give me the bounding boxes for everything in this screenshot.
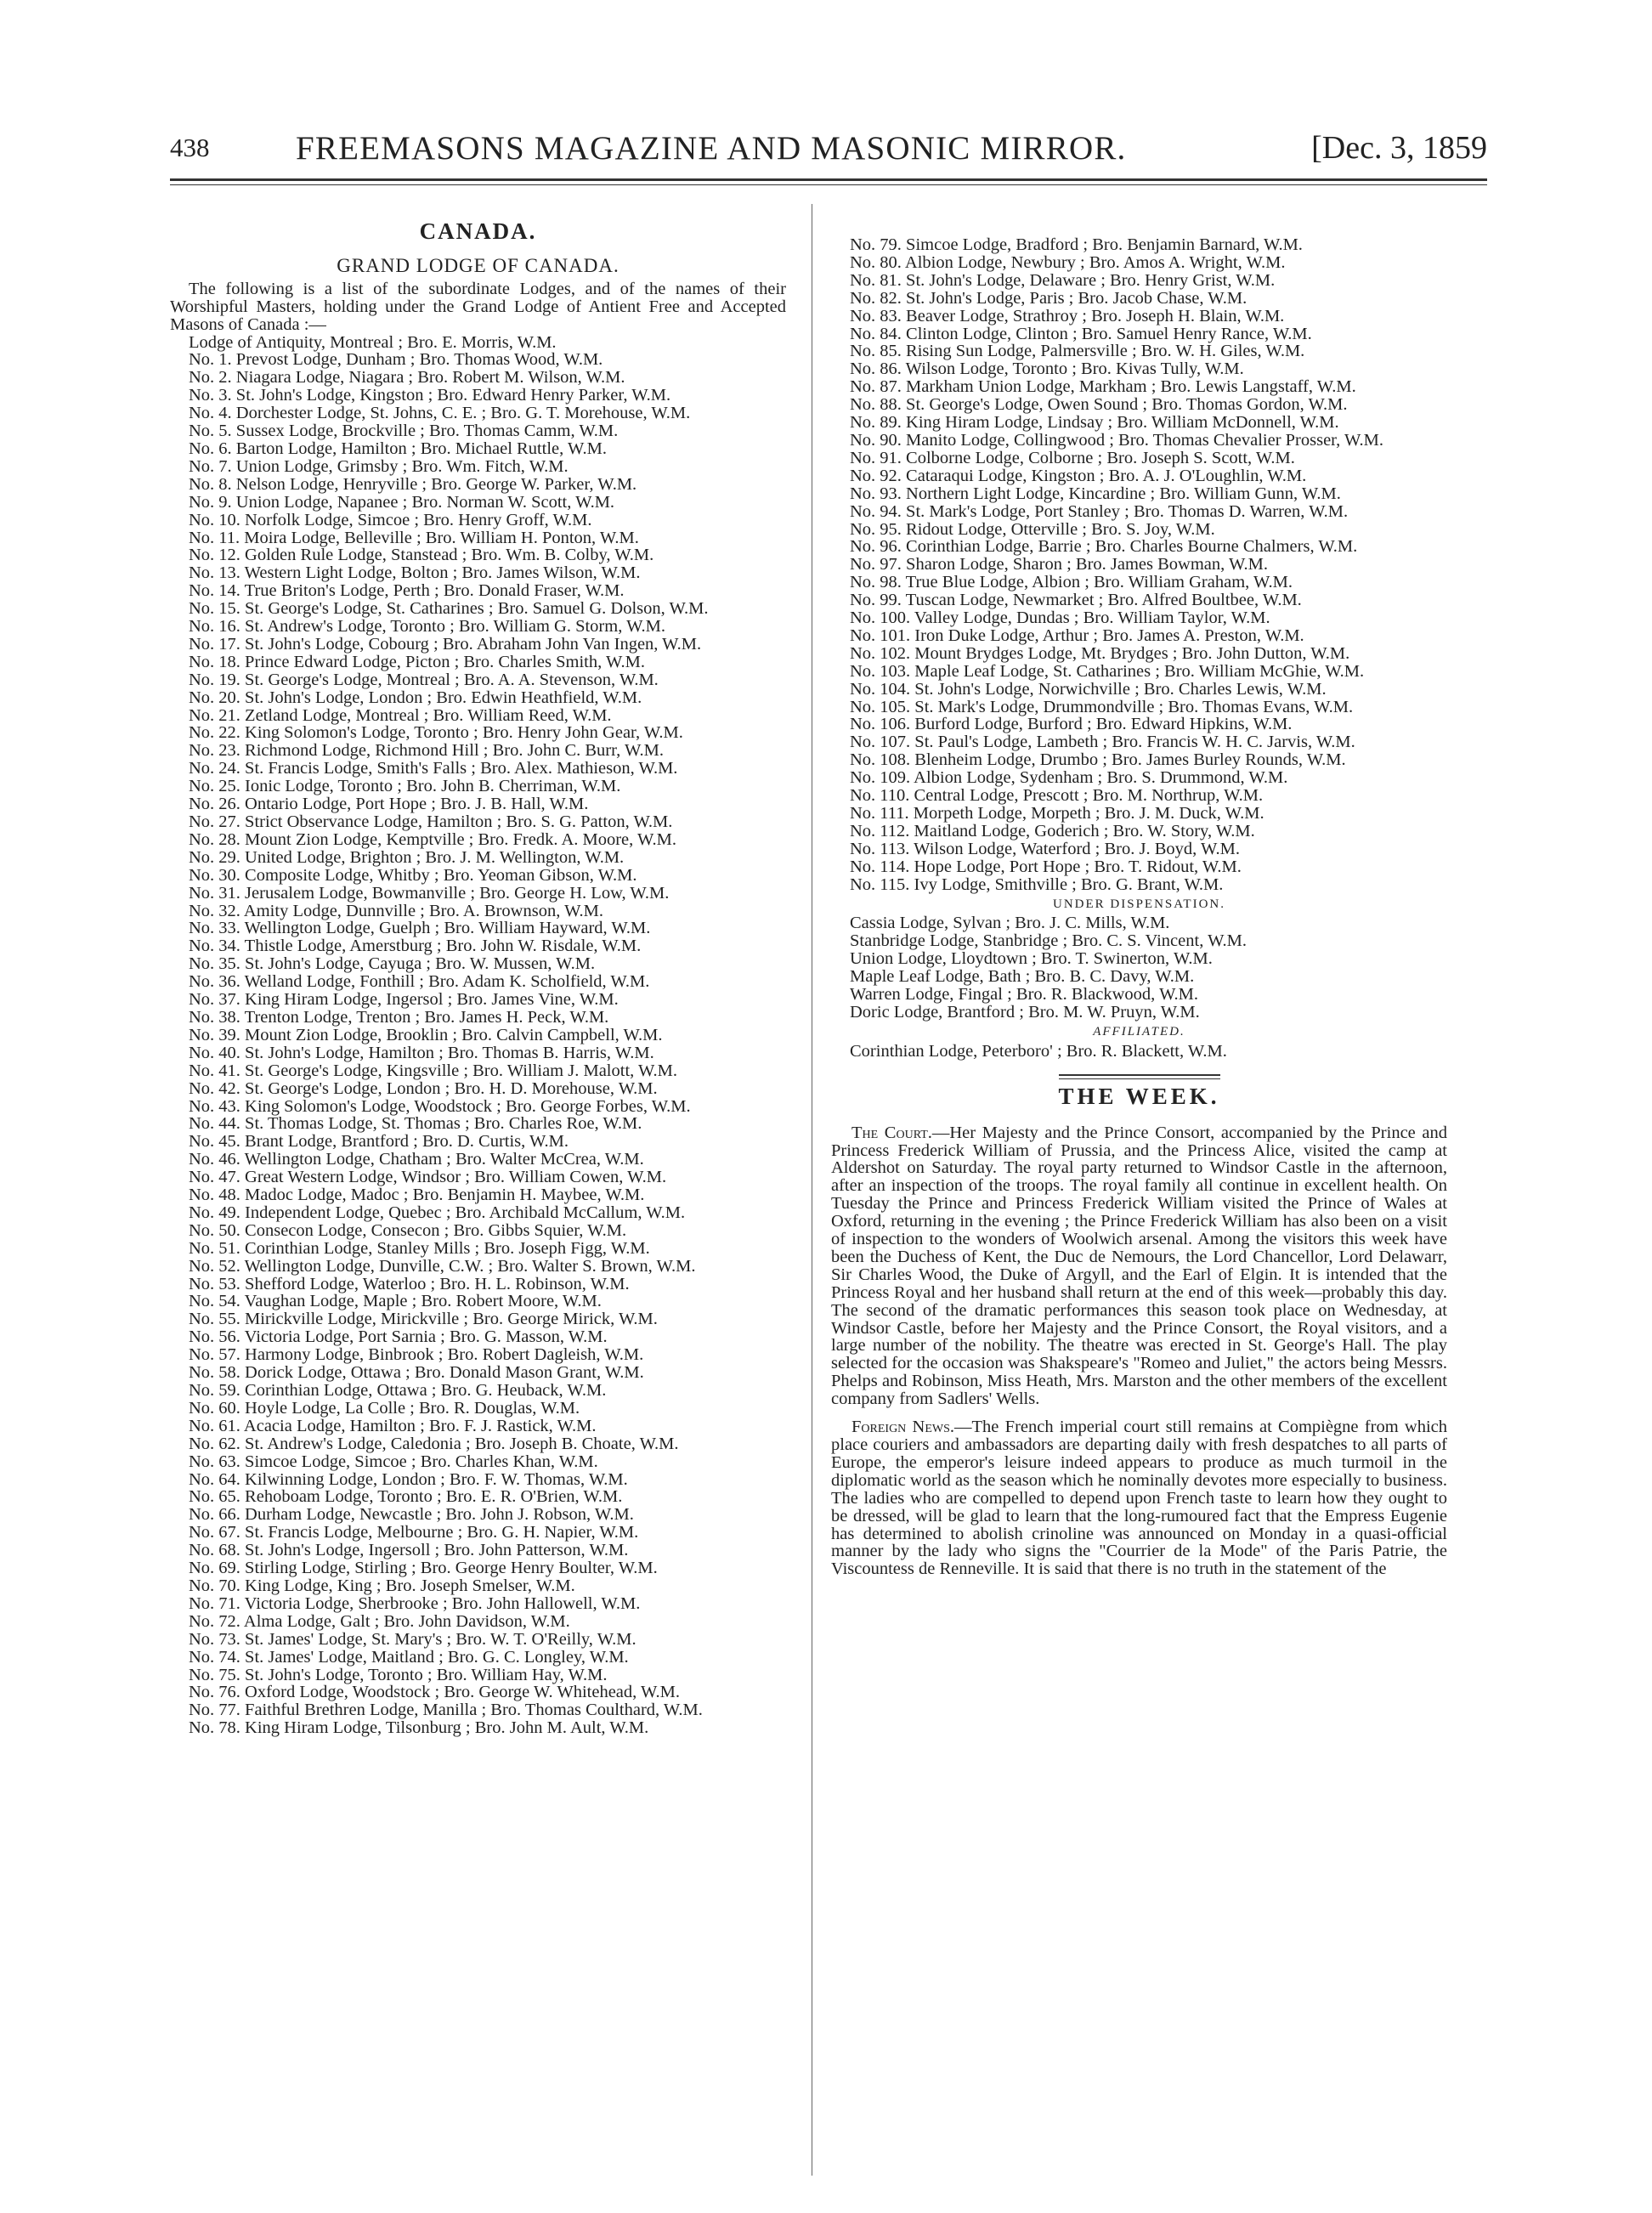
lodge-entry: Doric Lodge, Brantford ; Bro. M. W. Pruyn, W.M.	[850, 1002, 1200, 1022]
lodge-entry: No. 88. St. George's Lodge, Owen Sound ; Bro. Thomas Gordon, W.M.	[850, 395, 1348, 415]
page-number: 438	[170, 133, 210, 162]
lodge-entry: No. 69. Stirling Lodge, Stirling ; Bro. George Henry Boulter, W.M.	[189, 1559, 658, 1578]
lodge-entry: No. 40. St. John's Lodge, Hamilton ; Bro. Thomas B. Harris, W.M.	[189, 1043, 654, 1062]
lodge-entry: No. 99. Tuscan Lodge, Newmarket ; Bro. Alfred Boultbee, W.M.	[850, 591, 1302, 610]
court-lead: The Court.	[851, 1123, 932, 1142]
lodge-entry: No. 8. Nelson Lodge, Henryville ; Bro. George W. Parker, W.M.	[189, 474, 637, 494]
lodge-entry: No. 90. Manito Lodge, Collingwood ; Bro. Thomas Chevalier Prosser, W.M.	[850, 430, 1384, 450]
lodge-entry: No. 51. Corinthian Lodge, Stanley Mills ; Bro. Joseph Figg, W.M.	[189, 1238, 650, 1258]
affiliated-heading: AFFILIATED.	[1093, 1024, 1185, 1039]
lodge-entry: No. 17. St. John's Lodge, Cobourg ; Bro. Abraham John Van Ingen, W.M.	[189, 634, 702, 654]
lodge-entry: No. 19. St. George's Lodge, Montreal ; Bro. A. A. Stevenson, W.M.	[189, 670, 659, 689]
lodge-entry: No. 49. Independent Lodge, Quebec ; Bro. Archibald McCallum, W.M.	[189, 1203, 686, 1222]
lodge-entry: No. 47. Great Western Lodge, Windsor ; Bro. William Cowen, W.M.	[189, 1168, 667, 1187]
lodge-entry: No. 42. St. George's Lodge, London ; Bro. H. D. Morehouse, W.M.	[189, 1078, 658, 1098]
lodge-entry: No. 13. Western Light Lodge, Bolton ; Bro. James Wilson, W.M.	[189, 563, 641, 583]
left-column	[170, 209, 786, 1737]
court-paragraph	[831, 1124, 1447, 1409]
lodge-entry: No. 83. Beaver Lodge, Strathroy ; Bro. Joseph H. Blain, W.M.	[850, 306, 1285, 325]
lodge-entry: No. 55. Mirickville Lodge, Mirickville ; Bro. George Mirick, W.M.	[189, 1310, 658, 1329]
lodge-entry: Lodge of Antiquity, Montreal ; Bro. E. Morris, W.M.	[189, 332, 557, 352]
foreign-news-paragraph	[831, 1418, 1447, 1578]
lodge-entry: No. 20. St. John's Lodge, London ; Bro. Edwin Heathfield, W.M.	[189, 688, 642, 707]
right-column	[831, 236, 1447, 1588]
header-rule	[170, 178, 1487, 181]
lodge-entry: No. 104. St. John's Lodge, Norwichville ; Bro. Charles Lewis, W.M.	[850, 679, 1327, 699]
lodge-entry: No. 37. King Hiram Lodge, Ingersol ; Bro. James Vine, W.M.	[189, 990, 619, 1010]
lodge-entry: No. 66. Durham Lodge, Newcastle ; Bro. John J. Robson, W.M.	[189, 1505, 634, 1525]
page-header	[170, 129, 1487, 180]
section-rule	[1059, 1074, 1220, 1079]
lodge-entry: No. 72. Alma Lodge, Galt ; Bro. John Davidson, W.M.	[189, 1611, 570, 1631]
lodge-entry: No. 113. Wilson Lodge, Waterford ; Bro. J. Boyd, W.M.	[850, 839, 1240, 858]
court-text: —Her Majesty and the Prince Consort, accompanied by the Prince and Princess Frederick William of Prussia, and the Princess Alice, visited the camp at Aldershot on Saturday. The royal party returned to Windsor Castle in the afternoon, after an inspection of the troops. The royal family all continue in excellent health. On Tuesday the Prince and Princess Frederick William visited the Prince of Wales at Oxford, returning in the evening ; the Prince Frederick William has also been on a visit of inspection to the wonders of Woolwich arsenal. Among the visitors this week have been the Duchess of Kent, the Duc de Nemours, the Lord Chancellor, Lord Delawarr, Sir Charles Wood, the Duke of Argyll, and the Earl of Elgin. It is intended that the Princess Royal and her husband shall return at the end of this week—probably this day. The second of the dramatic performances this season took place on Wednesday, at Windsor Castle, before her Majesty and the Prince Consort, the Royal visitors, and a large number of the nobility. The theatre was erected in St. George's Hall. The play selected for the occasion was Shakspeare's "Romeo and Juliet," the actors being Messrs. Phelps and Robinson, Miss Heath, Mrs. Marston and the other members of the excellent company from Sadlers' Wells.	[831, 1123, 1447, 1409]
subsection-title: GRAND LODGE OF CANADA.	[337, 254, 620, 276]
lodge-entry: No. 23. Richmond Lodge, Richmond Hill ; Bro. John C. Burr, W.M.	[189, 741, 664, 761]
lodge-entry: No. 57. Harmony Lodge, Binbrook ; Bro. Robert Dagleish, W.M.	[189, 1345, 644, 1365]
lodge-entry: Warren Lodge, Fingal ; Bro. R. Blackwood, W.M.	[850, 985, 1199, 1005]
lodge-entry: No. 100. Valley Lodge, Dundas ; Bro. William Taylor, W.M.	[850, 608, 1270, 628]
lodge-entry: No. 110. Central Lodge, Prescott ; Bro. M. Northrup, W.M.	[850, 786, 1264, 806]
dispensation-heading: UNDER DISPENSATION.	[1052, 897, 1225, 911]
lodge-entry: No. 68. St. John's Lodge, Ingersoll ; Bro. John Patterson, W.M.	[189, 1541, 629, 1560]
header-rule-thin	[170, 184, 1487, 185]
lodge-entry: No. 25. Ionic Lodge, Toronto ; Bro. John B. Cherriman, W.M.	[189, 777, 621, 796]
lodge-entry: No. 82. St. John's Lodge, Paris ; Bro. Jacob Chase, W.M.	[850, 288, 1247, 308]
lodge-entry: No. 107. St. Paul's Lodge, Lambeth ; Bro. Francis W. H. C. Jarvis, W.M.	[850, 733, 1355, 752]
lodge-entry: No. 86. Wilson Lodge, Toronto ; Bro. Kivas Tully, W.M.	[850, 359, 1244, 379]
lodge-entry: No. 115. Ivy Lodge, Smithville ; Bro. G. Brant, W.M.	[850, 874, 1224, 894]
lodge-entry: No. 105. St. Mark's Lodge, Drummondville ; Bro. Thomas Evans, W.M.	[850, 697, 1354, 716]
lodge-entry: No. 38. Trenton Lodge, Trenton ; Bro. James H. Peck, W.M.	[189, 1007, 609, 1027]
lodge-list-right	[831, 236, 1447, 894]
lodge-list-left	[170, 334, 786, 1738]
lodge-entry: No. 6. Barton Lodge, Hamilton ; Bro. Michael Ruttle, W.M.	[189, 439, 607, 458]
lodge-entry: No. 10. Norfolk Lodge, Simcoe ; Bro. Henry Groff, W.M.	[189, 510, 592, 529]
lodge-entry: No. 14. True Briton's Lodge, Perth ; Bro. Donald Fraser, W.M.	[189, 581, 625, 601]
lodge-entry: No. 80. Albion Lodge, Newbury ; Bro. Amos A. Wright, W.M.	[850, 252, 1286, 272]
lodge-entry: No. 87. Markham Union Lodge, Markham ; Bro. Lewis Langstaff, W.M.	[850, 377, 1356, 397]
lodge-entry: No. 58. Dorick Lodge, Ottawa ; Bro. Donald Mason Grant, W.M.	[189, 1363, 644, 1383]
lodge-entry: No. 81. St. John's Lodge, Delaware ; Bro. Henry Grist, W.M.	[850, 270, 1276, 290]
lodge-entry: No. 15. St. George's Lodge, St. Catharines ; Bro. Samuel G. Dolson, W.M.	[189, 599, 709, 619]
week-title: THE WEEK.	[1058, 1083, 1220, 1109]
lodge-entry: No. 98. True Blue Lodge, Albion ; Bro. William Graham, W.M.	[850, 573, 1293, 592]
lodge-entry: No. 112. Maitland Lodge, Goderich ; Bro. W. Story, W.M.	[850, 821, 1255, 840]
lodge-entry: No. 79. Simcoe Lodge, Bradford ; Bro. Benjamin Barnard, W.M.	[850, 235, 1303, 254]
lodge-entry: No. 34. Thistle Lodge, Amerstburg ; Bro. John W. Risdale, W.M.	[189, 937, 642, 956]
lodge-entry: No. 7. Union Lodge, Grimsby ; Bro. Wm. Fitch, W.M.	[189, 456, 569, 476]
lodge-entry: No. 11. Moira Lodge, Belleville ; Bro. William H. Ponton, W.M.	[189, 528, 639, 547]
lodge-entry: No. 114. Hope Lodge, Port Hope ; Bro. T. Ridout, W.M.	[850, 857, 1242, 876]
lodge-entry: No. 63. Simcoe Lodge, Simcoe ; Bro. Charles Khan, W.M.	[189, 1452, 598, 1471]
lodge-entry: No. 109. Albion Lodge, Sydenham ; Bro. S. Drummond, W.M.	[850, 768, 1288, 788]
lodge-entry: No. 27. Strict Observance Lodge, Hamilton ; Bro. S. G. Patton, W.M.	[189, 812, 673, 831]
masthead-title: FREEMASONS MAGAZINE AND MASONIC MIRROR.	[296, 130, 1127, 167]
lodge-entry: No. 44. St. Thomas Lodge, St. Thomas ; Bro. Charles Roe, W.M.	[189, 1114, 642, 1134]
lodge-entry: Maple Leaf Lodge, Bath ; Bro. B. C. Davy, W.M.	[850, 967, 1195, 987]
lodge-entry: No. 24. St. Francis Lodge, Smith's Falls ; Bro. Alex. Mathieson, W.M.	[189, 759, 678, 778]
lodge-entry: No. 54. Vaughan Lodge, Maple ; Bro. Robert Moore, W.M.	[189, 1292, 602, 1311]
lodge-entry: No. 52. Wellington Lodge, Dunville, C.W. ; Bro. Walter S. Brown, W.M.	[189, 1256, 696, 1276]
lodge-entry: No. 9. Union Lodge, Napanee ; Bro. Norman W. Scott, W.M.	[189, 492, 615, 512]
lodge-entry: No. 12. Golden Rule Lodge, Stanstead ; Bro. Wm. B. Colby, W.M.	[189, 546, 654, 565]
lodge-entry: No. 73. St. James' Lodge, St. Mary's ; Bro. W. T. O'Reilly, W.M.	[189, 1629, 636, 1649]
lodge-entry: No. 76. Oxford Lodge, Woodstock ; Bro. George W. Whitehead, W.M.	[189, 1683, 680, 1702]
lodge-entry: No. 48. Madoc Lodge, Madoc ; Bro. Benjamin H. Maybee, W.M.	[189, 1186, 645, 1205]
lodge-entry: No. 97. Sharon Lodge, Sharon ; Bro. James Bowman, W.M.	[850, 555, 1268, 574]
lodge-entry: No. 53. Shefford Lodge, Waterloo ; Bro. H. L. Robinson, W.M.	[189, 1274, 630, 1293]
lodge-entry: No. 18. Prince Edward Lodge, Picton ; Bro. Charles Smith, W.M.	[189, 652, 645, 671]
lodge-entry: No. 74. St. James' Lodge, Maitland ; Bro. G. C. Longley, W.M.	[189, 1647, 629, 1667]
foreign-lead: Foreign News.	[851, 1418, 955, 1437]
lodge-entry: No. 71. Victoria Lodge, Sherbrooke ; Bro. John Hallowell, W.M.	[189, 1593, 641, 1613]
lodge-entry: No. 36. Welland Lodge, Fonthill ; Bro. Adam K. Scholfield, W.M.	[189, 972, 650, 992]
lodge-entry: No. 33. Wellington Lodge, Guelph ; Bro. William Hayward, W.M.	[189, 919, 651, 938]
lodge-entry: No. 16. St. Andrew's Lodge, Toronto ; Bro. William G. Storm, W.M.	[189, 617, 666, 637]
lodge-entry: No. 75. St. John's Lodge, Toronto ; Bro. William Hay, W.M.	[189, 1665, 608, 1684]
lodge-entry: No. 1. Prevost Lodge, Dunham ; Bro. Thomas Wood, W.M.	[189, 350, 603, 370]
lodge-entry: Stanbridge Lodge, Stanbridge ; Bro. C. S. Vincent, W.M.	[850, 931, 1247, 951]
lodge-entry: No. 50. Consecon Lodge, Consecon ; Bro. Gibbs Squier, W.M.	[189, 1220, 627, 1240]
lodge-entry: No. 46. Wellington Lodge, Chatham ; Bro. Walter McCrea, W.M.	[189, 1150, 644, 1169]
lodge-entry: No. 21. Zetland Lodge, Montreal ; Bro. William Reed, W.M.	[189, 705, 612, 725]
lodge-entry: No. 3. St. John's Lodge, Kingston ; Bro. Edward Henry Parker, W.M.	[189, 386, 671, 405]
lodge-entry: No. 60. Hoyle Lodge, La Colle ; Bro. R. Douglas, W.M.	[189, 1398, 580, 1418]
lodge-entry: No. 78. King Hiram Lodge, Tilsonburg ; Bro. John M. Ault, W.M.	[189, 1718, 649, 1738]
intro-paragraph: The following is a list of the subordinate Lodges, and of the names of their Worshipful Masters, holding under the Grand Lodge of Antient Free and Accepted Masons of Canada :—	[170, 279, 786, 334]
lodge-entry: No. 2. Niagara Lodge, Niagara ; Bro. Robert M. Wilson, W.M.	[189, 368, 625, 388]
lodge-entry: No. 61. Acacia Lodge, Hamilton ; Bro. F. J. Rastick, W.M.	[189, 1416, 597, 1435]
lodge-entry: No. 31. Jerusalem Lodge, Bowmanville ; Bro. George H. Low, W.M.	[189, 883, 670, 903]
lodge-entry: No. 64. Kilwinning Lodge, London ; Bro. F. W. Thomas, W.M.	[189, 1469, 628, 1489]
lodge-entry: No. 93. Northern Light Lodge, Kincardine ; Bro. William Gunn, W.M.	[850, 484, 1341, 503]
lodge-entry: No. 70. King Lodge, King ; Bro. Joseph Smelser, W.M.	[189, 1576, 575, 1595]
lodge-entry: No. 96. Corinthian Lodge, Barrie ; Bro. Charles Bourne Chalmers, W.M.	[850, 537, 1358, 557]
lodge-entry: No. 28. Mount Zion Lodge, Kemptville ; Bro. Fredk. A. Moore, W.M.	[189, 829, 676, 849]
section-title: CANADA.	[419, 218, 537, 244]
lodge-entry: No. 85. Rising Sun Lodge, Palmersville ; Bro. W. H. Giles, W.M.	[850, 342, 1305, 361]
lodge-entry: No. 41. St. George's Lodge, Kingsville ; Bro. William J. Malott, W.M.	[189, 1061, 677, 1080]
lodge-entry: No. 59. Corinthian Lodge, Ottawa ; Bro. G. Heuback, W.M.	[189, 1381, 607, 1400]
lodge-entry: No. 39. Mount Zion Lodge, Brooklin ; Bro. Calvin Campbell, W.M.	[189, 1025, 663, 1044]
lodge-entry: No. 95. Ridout Lodge, Otterville ; Bro. S. Joy, W.M.	[850, 519, 1215, 539]
lodge-entry: No. 4. Dorchester Lodge, St. Johns, C. E. ; Bro. G. T. Morehouse, W.M.	[189, 404, 691, 423]
lodge-entry: No. 103. Maple Leaf Lodge, St. Catharines ; Bro. William McGhie, W.M.	[850, 661, 1365, 681]
lodge-entry: No. 77. Faithful Brethren Lodge, Manilla ; Bro. Thomas Coulthard, W.M.	[189, 1701, 703, 1720]
lodge-entry: No. 102. Mount Brydges Lodge, Mt. Brydges ; Bro. John Dutton, W.M.	[850, 643, 1350, 663]
lodge-entry: No. 43. King Solomon's Lodge, Woodstock ; Bro. George Forbes, W.M.	[189, 1096, 691, 1116]
lodge-entry: No. 84. Clinton Lodge, Clinton ; Bro. Samuel Henry Rance, W.M.	[850, 324, 1312, 343]
lodge-entry: No. 65. Rehoboam Lodge, Toronto ; Bro. E. R. O'Brien, W.M.	[189, 1487, 623, 1507]
lodge-entry: No. 94. St. Mark's Lodge, Port Stanley ; Bro. Thomas D. Warren, W.M.	[850, 501, 1349, 521]
dispensation-list	[831, 914, 1447, 1021]
lodge-entry: No. 5. Sussex Lodge, Brockville ; Bro. Thomas Camm, W.M.	[189, 422, 619, 441]
lodge-entry: No. 106. Burford Lodge, Burford ; Bro. Edward Hipkins, W.M.	[850, 715, 1293, 734]
lodge-entry: No. 91. Colborne Lodge, Colborne ; Bro. Joseph S. Scott, W.M.	[850, 448, 1295, 467]
lodge-entry: No. 32. Amity Lodge, Dunnville ; Bro. A. Brownson, W.M.	[189, 901, 604, 920]
lodge-entry: No. 108. Blenheim Lodge, Drumbo ; Bro. James Burley Rounds, W.M.	[850, 750, 1346, 770]
lodge-entry: Cassia Lodge, Sylvan ; Bro. J. C. Mills, W.M.	[850, 914, 1170, 933]
lodge-entry: No. 111. Morpeth Lodge, Morpeth ; Bro. J. M. Duck, W.M.	[850, 804, 1264, 823]
issue-date: [Dec. 3, 1859	[1311, 130, 1487, 166]
lodge-entry: No. 22. King Solomon's Lodge, Toronto ; Bro. Henry John Gear, W.M.	[189, 723, 683, 743]
lodge-entry: Corinthian Lodge, Peterboro' ; Bro. R. Blackett, W.M.	[850, 1041, 1227, 1061]
foreign-text: —The French imperial court still remains at Compiègne from which place couriers and ambassadors are departing daily with fresh despatches to all parts of Europe, the emperor's leisure indeed appears to produce as much turmoil in the diplomatic world as the season which he nominally devotes more especially to business. The ladies who are compelled to depend upon French taste to learn how they ought to be dressed, will be glad to learn that the long-rumoured fact that the Empress Eugenie has determined to abolish crinoline was announced on Monday in a quasi-official manner by the lady who signs the "Courrier de la Mode" of the Paris Patrie, the Viscountess de Renneville. It is said that there is no truth in the statement of the	[831, 1418, 1447, 1579]
lodge-entry: No. 26. Ontario Lodge, Port Hope ; Bro. J. B. Hall, W.M.	[189, 795, 589, 814]
lodge-entry: No. 92. Cataraqui Lodge, Kingston ; Bro. A. J. O'Loughlin, W.M.	[850, 466, 1307, 485]
lodge-entry: No. 30. Composite Lodge, Whitby ; Bro. Yeoman Gibson, W.M.	[189, 865, 637, 885]
lodge-entry: Union Lodge, Lloydtown ; Bro. T. Swinerton, W.M.	[850, 949, 1213, 969]
lodge-entry: No. 29. United Lodge, Brighton ; Bro. J. M. Wellington, W.M.	[189, 847, 625, 867]
lodge-entry: No. 45. Brant Lodge, Brantford ; Bro. D. Curtis, W.M.	[189, 1132, 569, 1152]
lodge-entry: No. 101. Iron Duke Lodge, Arthur ; Bro. James A. Preston, W.M.	[850, 625, 1304, 645]
lodge-entry: No. 67. St. Francis Lodge, Melbourne ; Bro. G. H. Napier, W.M.	[189, 1523, 639, 1542]
lodge-entry: No. 62. St. Andrew's Lodge, Caledonia ; Bro. Joseph B. Choate, W.M.	[189, 1434, 679, 1453]
lodge-entry: No. 89. King Hiram Lodge, Lindsay ; Bro. William McDonnell, W.M.	[850, 413, 1339, 433]
lodge-entry: No. 56. Victoria Lodge, Port Sarnia ; Bro. G. Masson, W.M.	[189, 1327, 608, 1347]
affiliated-list	[831, 1043, 1447, 1061]
lodge-entry: No. 35. St. John's Lodge, Cayuga ; Bro. W. Mussen, W.M.	[189, 954, 596, 974]
